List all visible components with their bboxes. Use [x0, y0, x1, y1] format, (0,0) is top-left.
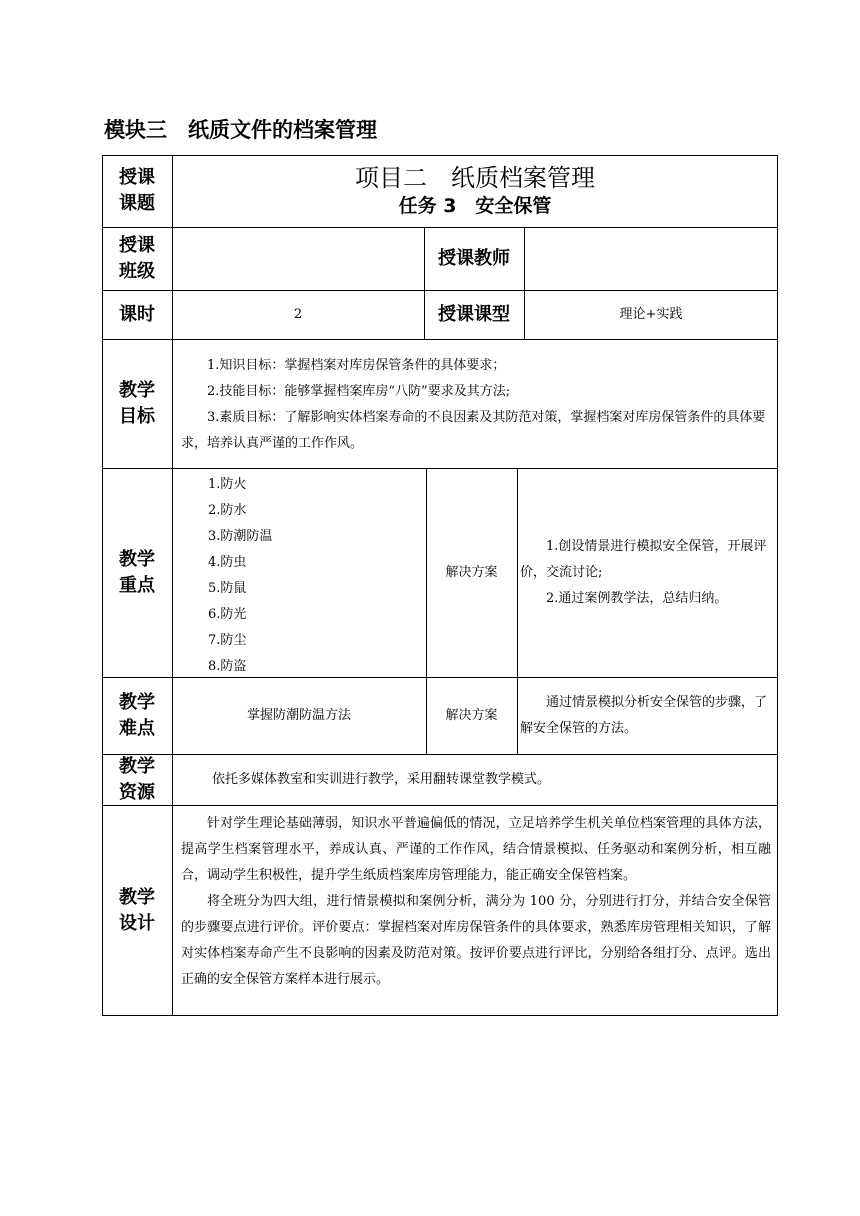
key-points-solution — [517, 468, 778, 677]
solution-item: 2.通过案例教学法，总结归纳。 — [546, 590, 728, 606]
key-point-item: 2.防水 — [208, 503, 247, 518]
difficulties-solution-text: 通过情景模拟分析安全保管的步骤，了解安全保管的方法。 — [520, 694, 768, 736]
document-title: 模块三 纸质文件的档案管理 — [104, 118, 377, 142]
difficulties-solution-label: 解决方案 — [445, 707, 498, 723]
key-points-list — [172, 468, 426, 677]
difficulties-value: 掌握防潮防温方法 — [246, 707, 351, 723]
solution-item: 1.创设情景进行模拟安全保管，开展评价，交流讨论; — [520, 538, 767, 580]
lesson-type-label: 授课课型 — [438, 303, 510, 325]
resources-label: 教学 资源 — [119, 755, 155, 803]
topic-content — [172, 155, 778, 227]
class-value — [172, 227, 424, 290]
class-label: 授课 班级 — [119, 234, 155, 282]
design-label: 教学 设计 — [119, 886, 155, 934]
hours-label: 课时 — [119, 303, 155, 325]
objective-item: 2.技能目标：能够掌握档案库房“八防”要求及其方法; — [207, 384, 511, 399]
key-point-item: 5.防鼠 — [208, 581, 247, 596]
hours-value: 2 — [293, 306, 303, 322]
key-points-solution-label: 解决方案 — [445, 564, 498, 580]
resources-value: 依托多媒体教室和实训进行教学，采用翻转课堂教学模式。 — [212, 771, 551, 787]
teacher-value — [524, 227, 778, 290]
objectives-list — [172, 339, 778, 468]
key-point-item: 3.防潮防温 — [208, 529, 273, 544]
objective-item: 3.素质目标：了解影响实体档案寿命的不良因素及其防范对策，掌握档案对库房保管条件的具体要求，培养认真严谨的工作作风。 — [181, 410, 766, 451]
key-point-item: 1.防火 — [208, 477, 247, 492]
task-title: 任务 3 安全保管 — [398, 195, 552, 217]
design-text — [172, 805, 778, 1016]
topic-label: 授课 课题 — [119, 167, 155, 214]
objective-item: 1.知识目标：掌握档案对库房保管条件的具体要求； — [207, 358, 506, 373]
difficulties-label: 教学 难点 — [119, 691, 155, 739]
key-points-label: 教学 重点 — [119, 548, 155, 596]
objectives-label: 教学 目标 — [119, 379, 155, 427]
difficulties-solution — [517, 677, 778, 754]
project-title: 项目二 纸质档案管理 — [355, 164, 595, 192]
key-point-item: 4.防虫 — [208, 555, 247, 570]
key-point-item: 6.防光 — [208, 607, 247, 622]
key-point-item: 8.防盗 — [208, 659, 247, 674]
teacher-label: 授课教师 — [438, 247, 510, 269]
design-paragraph: 将全班分为四大组，进行情景模拟和案例分析，满分为 100 分，分别进行打分，并结合安全保管的步骤要点进行评价。评价要点：掌握档案对库房保管条件的具体要求，熟悉库房管理相关知识，了解对实体档案寿命产生不良影响的因素及防范对策。按评价要点进行评比，分别给各组打分、点评。选出正确的安全保管方案样本进行展示。 — [181, 894, 771, 987]
key-point-item: 7.防尘 — [208, 633, 247, 648]
design-paragraph: 针对学生理论基础薄弱，知识水平普遍偏低的情况，立足培养学生机关单位档案管理的具体方法，提高学生档案管理水平，养成认真、严谨的工作作风，结合情景模拟、任务驱动和案例分析，相互融合，调动学生积极性，提升学生纸质档案库房管理能力，能正确安全保管档案。 — [181, 816, 771, 883]
lesson-type-value: 理论+实践 — [619, 306, 683, 322]
